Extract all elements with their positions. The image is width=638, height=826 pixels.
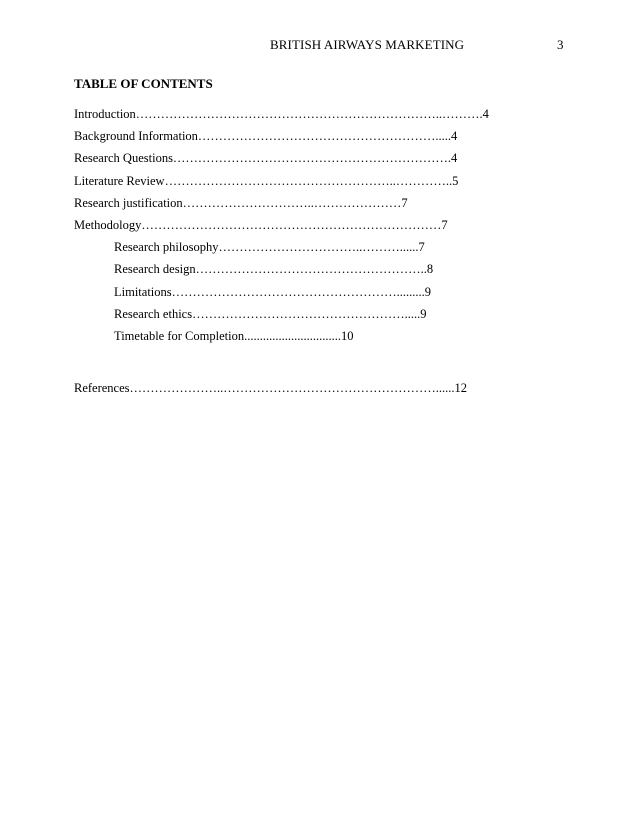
toc-entry-limitations: Limitations……………………………………………….........9 [114, 284, 432, 299]
running-head: BRITISH AIRWAYS MARKETING [270, 37, 465, 52]
toc-entry-background-information: Background Information………………………………………………….....4 [74, 129, 458, 144]
toc-entry-research-ethics: Research ethics…………………………………………….....9 [114, 306, 427, 321]
table-of-contents [74, 103, 489, 399]
toc-entry-methodology: Methodology………………………………………………………………7 [74, 217, 448, 232]
toc-entry-timetable-for-completion: Timetable for Completion...............................10 [114, 328, 354, 343]
toc-entry-literature-review: Literature Review………………………………………………..…………..5 [74, 173, 459, 188]
toc-entry-research-design: Research design………………………………………………..8 [114, 262, 434, 277]
toc-entry-research-questions: Research Questions………………………………………………………….4 [74, 151, 458, 166]
toc-entry-references: References…………………..……………………………………………......12 [74, 381, 468, 396]
toc-entry-research-justification: Research justification…………………………..…………………7 [74, 195, 408, 210]
toc-entry-research-philosophy: Research philosophy……………………………..………......7 [114, 240, 425, 255]
toc-heading: TABLE OF CONTENTS [74, 76, 213, 91]
page-number: 3 [557, 37, 564, 52]
toc-entry-introduction: Introduction………………………………………………………………..……….4 [74, 107, 489, 121]
